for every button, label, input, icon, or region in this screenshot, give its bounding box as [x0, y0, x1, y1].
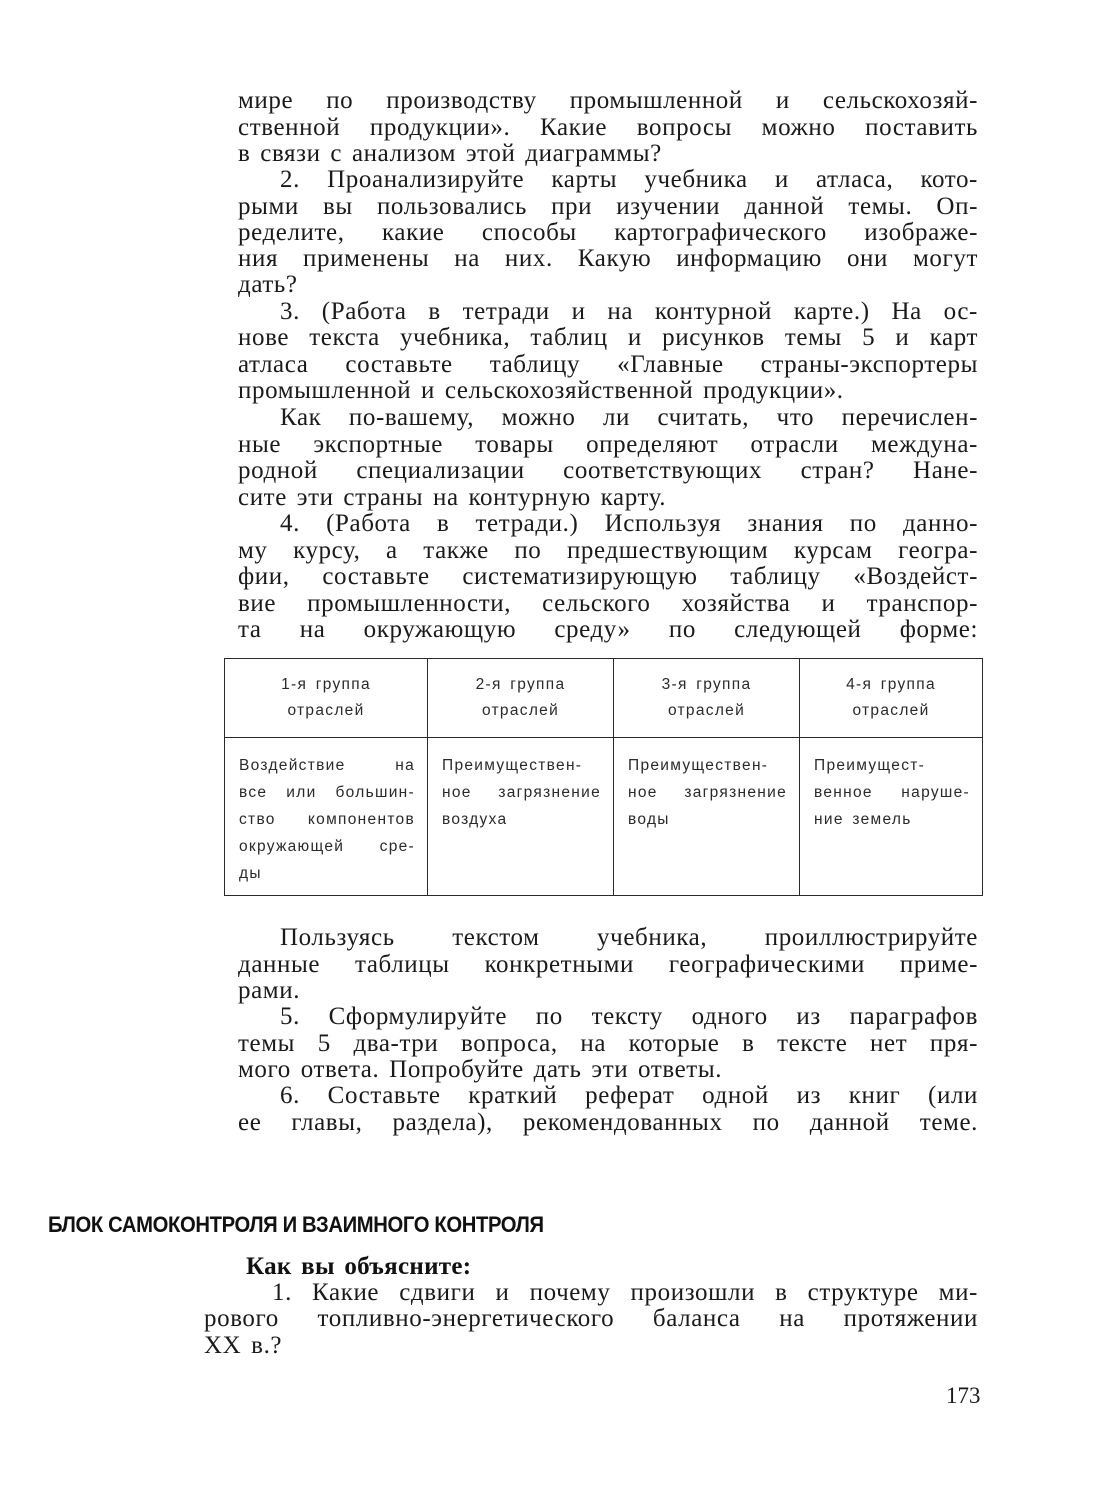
header-line: 1-я группа	[281, 676, 371, 693]
table-header-group-1	[225, 659, 428, 738]
section-heading: БЛОК САМОКОНТРОЛЯ И ВЗАИМНОГО КОНТРОЛЯ	[48, 1212, 544, 1237]
cell-line: ное загрязнение	[628, 784, 787, 801]
text-line: 4. (Работа в тетради.) Используя знания по данно-	[280, 510, 978, 537]
text-line: му курсу, а также по предшествующим курсам геогра-	[238, 537, 978, 564]
text-line: данные таблицы конкретными географическими приме-	[238, 951, 978, 978]
cell-line: ды	[239, 865, 262, 882]
text-line: Как по-вашему, можно ли считать, что перечислен-	[280, 404, 978, 431]
text-line: рами.	[238, 977, 301, 1004]
header-line: отраслей	[852, 702, 930, 719]
table-header-row	[225, 659, 983, 738]
text-line: сите эти страны на контурную карту.	[238, 484, 667, 511]
text-line: 2. Проанализируйте карты учебника и атласа, кото-	[280, 166, 978, 193]
text-line: темы 5 два-три вопроса, на которые в тексте нет пря-	[238, 1030, 978, 1057]
cell-line: окружающей сре-	[239, 838, 415, 855]
cell-line: все или большин-	[239, 784, 415, 801]
cell-line: ное загрязнение	[442, 784, 601, 801]
text-line: в связи с анализом этой диаграммы?	[238, 140, 662, 167]
text-line: ния применены на них. Какую информацию они могут	[238, 245, 978, 272]
text-line: та на окружающую среду» по следующей форме:	[238, 616, 978, 643]
header-line: 4-я группа	[846, 676, 936, 693]
text-line: Пользуясь текстом учебника, проиллюстрируйте	[280, 924, 978, 951]
text-line: нове текста учебника, таблиц и рисунков темы 5 и карт	[238, 324, 978, 351]
table-cell-group-4	[800, 738, 983, 896]
header-line: 3-я группа	[661, 676, 752, 693]
table-header-group-4	[800, 659, 983, 738]
header-line: отраслей	[481, 702, 560, 719]
table-cell-group-2	[428, 738, 614, 896]
cell-line: воды	[628, 811, 670, 828]
text-line: XX в.?	[204, 1332, 283, 1359]
text-line: фии, составьте систематизирующую таблицу «Воздейст-	[238, 563, 978, 590]
cell-line: Воздействие на	[239, 757, 415, 774]
table-cell-group-1	[225, 738, 428, 896]
text-line: ственной продукции». Какие вопросы можно поставить	[238, 114, 978, 141]
header-line: 2-я группа	[475, 676, 566, 693]
cell-line: Преимущест-	[814, 757, 926, 774]
text-line: родной специализации соответствующих стран? Нане-	[238, 457, 978, 484]
cell-line: венное наруше-	[814, 784, 970, 801]
text-line: мого ответа. Попробуйте дать эти ответы.	[238, 1056, 723, 1083]
text-line: мире по производству промышленной и сельскохозяй-	[238, 87, 978, 114]
header-line: отраслей	[667, 702, 746, 719]
text-line: промышленной и сельскохозяйственной продукции».	[238, 377, 844, 404]
cell-line: ние земель	[814, 811, 912, 828]
table-row	[225, 738, 983, 896]
cell-line: ство компонентов	[239, 811, 415, 828]
page-number: 173	[946, 1383, 981, 1408]
cell-line: воздуха	[442, 811, 508, 828]
text-line: рыми вы пользовались при изучении данной темы. Оп-	[238, 193, 978, 220]
text-line: ее главы, раздела), рекомендованных по данной теме.	[238, 1109, 978, 1136]
text-line: вие промышленности, сельского хозяйства и транспор-	[238, 590, 978, 617]
text-line: атласа составьте таблицу «Главные страны-экспортеры	[238, 351, 978, 378]
text-line: ные экспортные товары определяют отрасли междуна-	[238, 431, 978, 458]
subheading: Как вы объясните:	[246, 1253, 472, 1280]
table-header-group-2	[428, 659, 614, 738]
text-line: рового топливно-энергетического баланса на протяжении	[204, 1305, 978, 1332]
impact-groups-table	[224, 658, 982, 894]
text-line: 3. (Работа в тетради и на контурной карте.) На ос-	[280, 298, 978, 325]
text-line: 5. Сформулируйте по тексту одного из параграфов	[280, 1003, 978, 1030]
text-line: дать?	[238, 271, 298, 298]
header-line: отраслей	[287, 702, 365, 719]
table-header-group-3	[614, 659, 800, 738]
cell-line: Преимуществен-	[442, 757, 583, 774]
text-line: ределите, какие способы картографического изображе-	[238, 219, 978, 246]
text-line: 1. Какие сдвиги и почему произошли в структуре ми-	[272, 1279, 978, 1306]
cell-line: Преимуществен-	[628, 757, 769, 774]
text-line: 6. Составьте краткий реферат одной из книг (или	[280, 1082, 978, 1109]
table-cell-group-3	[614, 738, 800, 896]
